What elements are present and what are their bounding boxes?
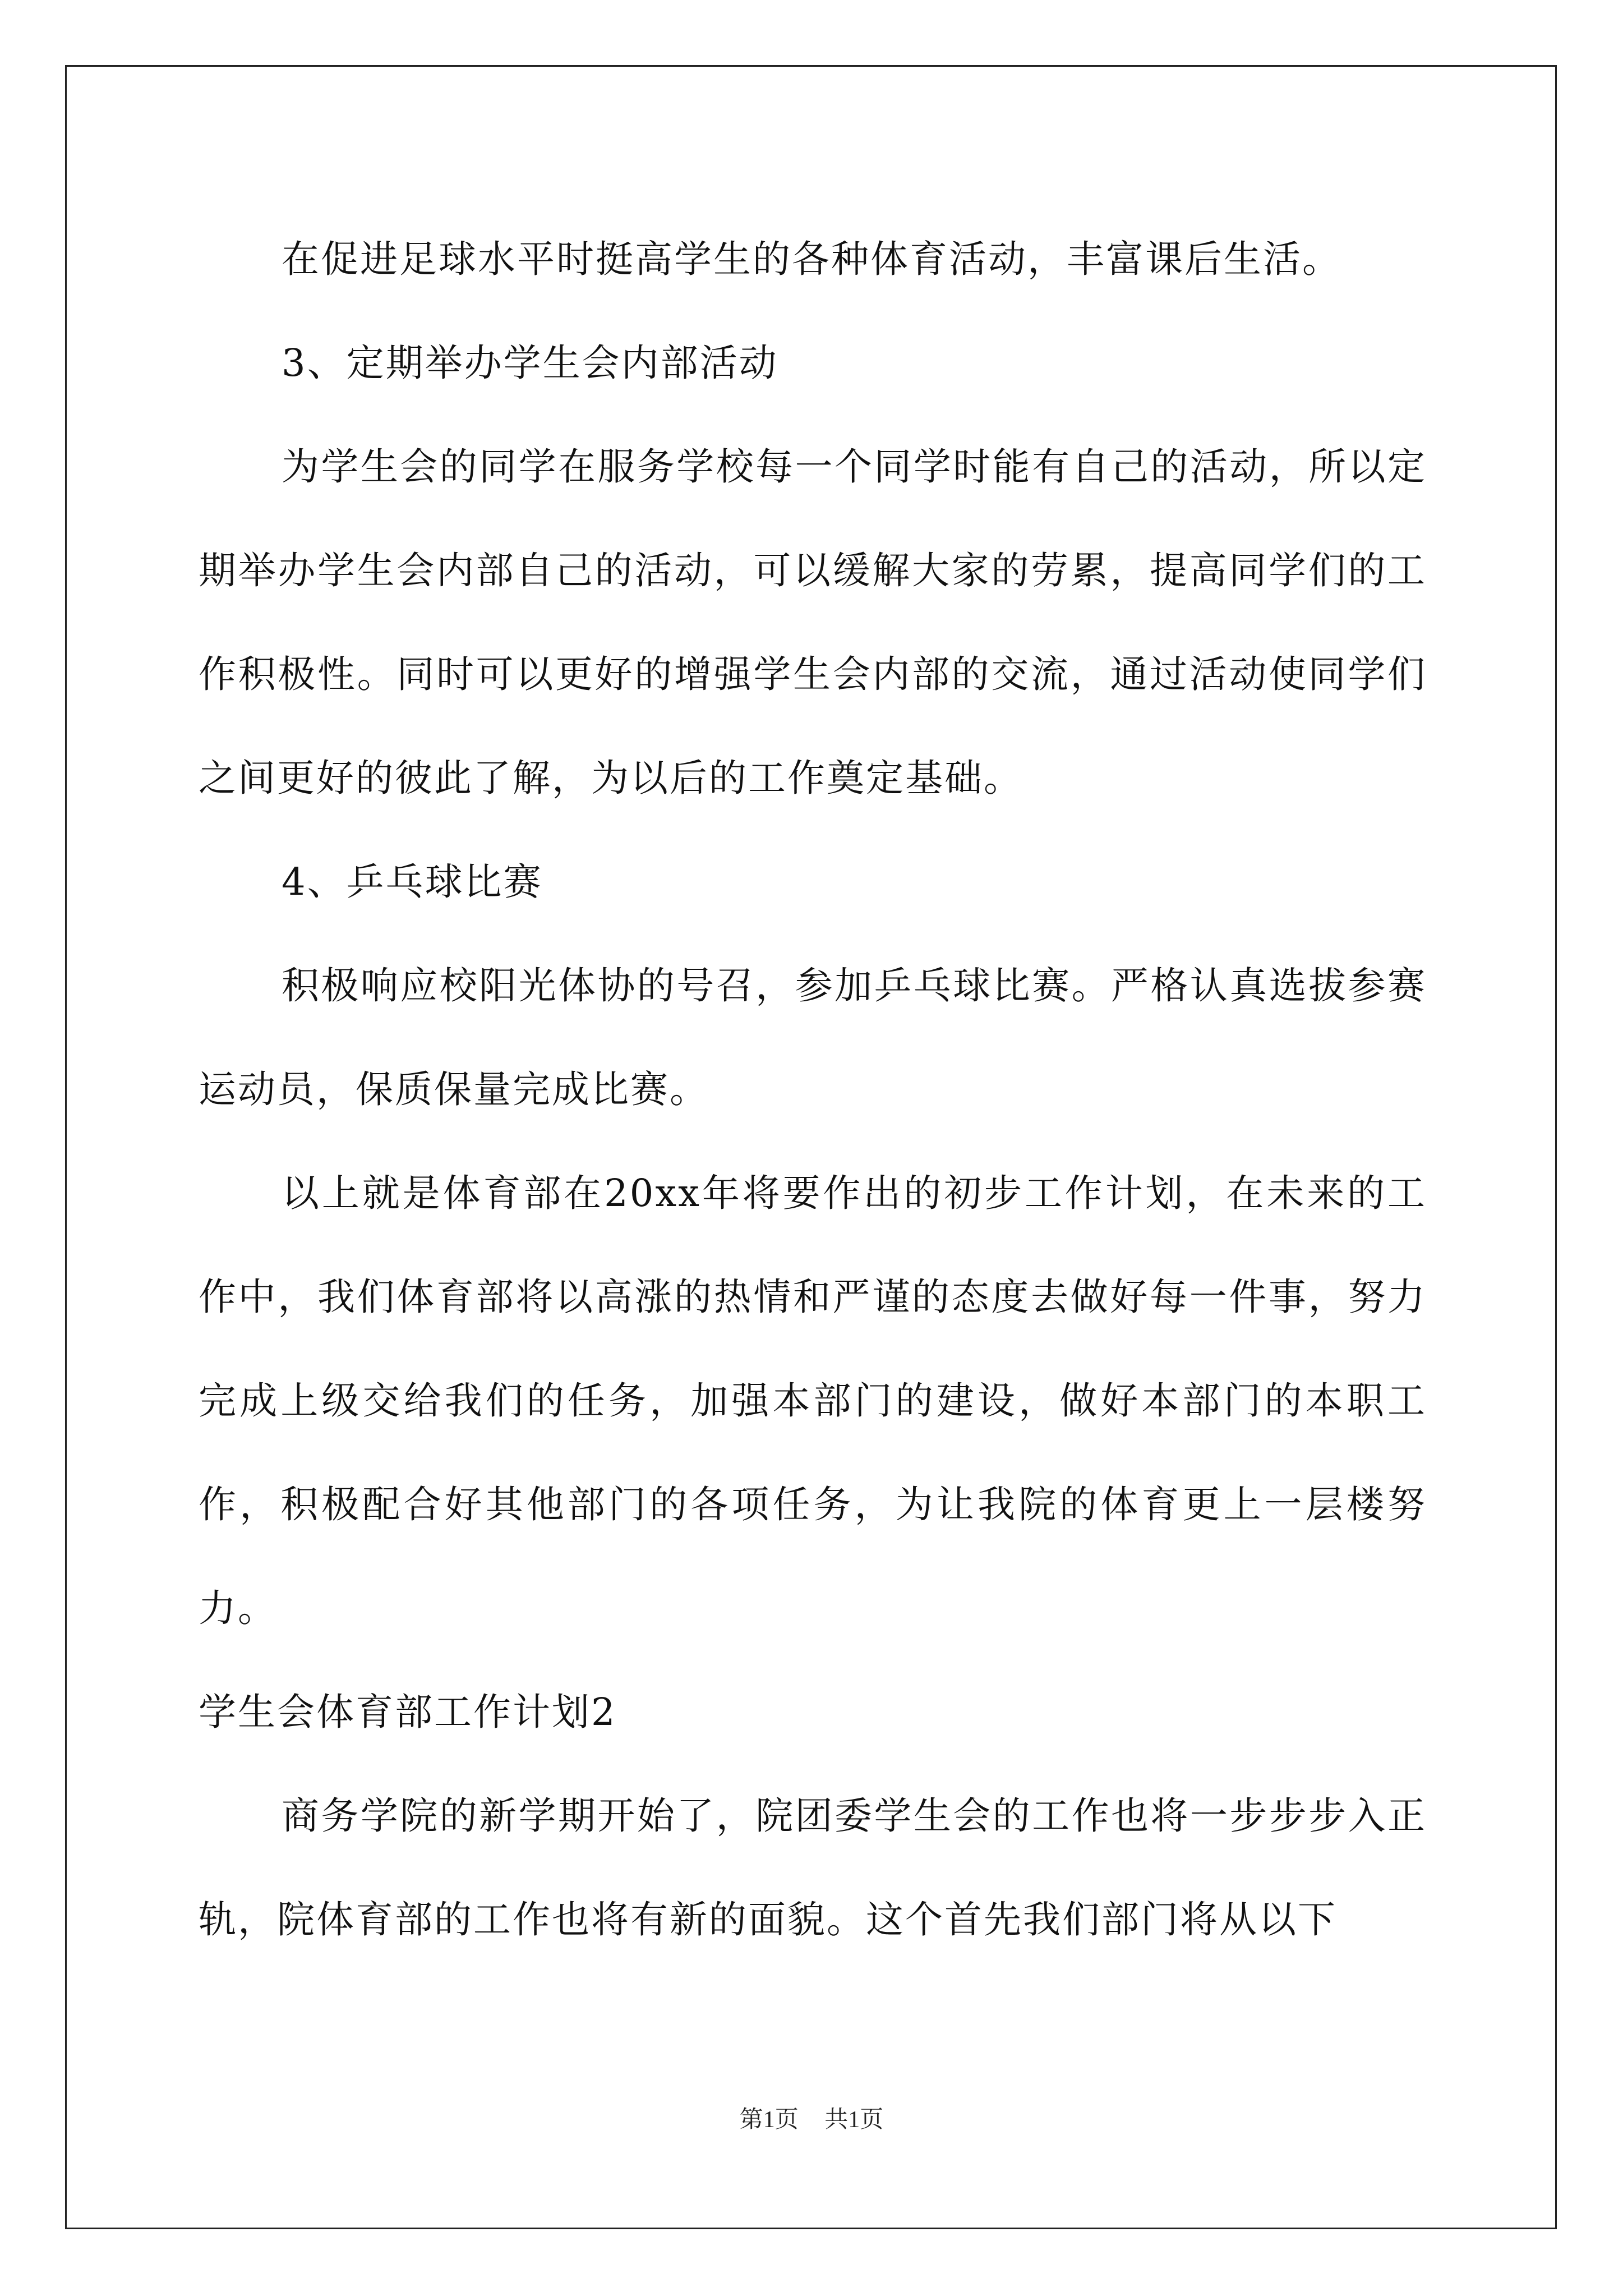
document-title-2: 学生会体育部工作计划2 bbox=[199, 1690, 617, 1734]
page-total: 共1页 bbox=[824, 2107, 884, 2133]
page-footer bbox=[0, 2101, 1623, 2134]
document-body bbox=[199, 208, 1427, 1972]
section-heading-4: 4、乒乓球比赛 bbox=[282, 860, 543, 904]
paragraph-2: 为学生会的同学在服务学校每一个同学时能有自己的活动，所以定期举办学生会内部自己的活动，可以缓解大家的劳累，提高同学们的工作积极性。同时可以更好的增强学生会内部的交流，通过活动使同学们之间更好的彼此了解，为以后的工作奠定基础。 bbox=[199, 445, 1427, 800]
paragraph-3: 积极响应校阳光体协的号召，参加乒乓球比赛。严格认真选拔参赛运动员，保质保量完成比赛。 bbox=[199, 964, 1427, 1111]
paragraph-4: 以上就是体育部在20xx年将要作出的初步工作计划，在未来的工作中，我们体育部将以高涨的热情和严谨的态度去做好每一件事，努力完成上级交给我们的任务，加强本部门的建设，做好本部门的本职工作，积极配合好其他部门的各项任务，为让我院的体育更上一层楼努力。 bbox=[199, 1171, 1427, 1630]
page-number: 第1页 bbox=[739, 2107, 799, 2133]
section-heading-3: 3、定期举办学生会内部活动 bbox=[282, 341, 778, 385]
paragraph-1: 在促进足球水平时挺高学生的各种体育活动，丰富课后生活。 bbox=[282, 237, 1341, 281]
paragraph-5: 商务学院的新学期开始了，院团委学生会的工作也将一步步步入正轨，院体育部的工作也将有新的面貌。这个首先我们部门将从以下 bbox=[199, 1794, 1427, 1941]
